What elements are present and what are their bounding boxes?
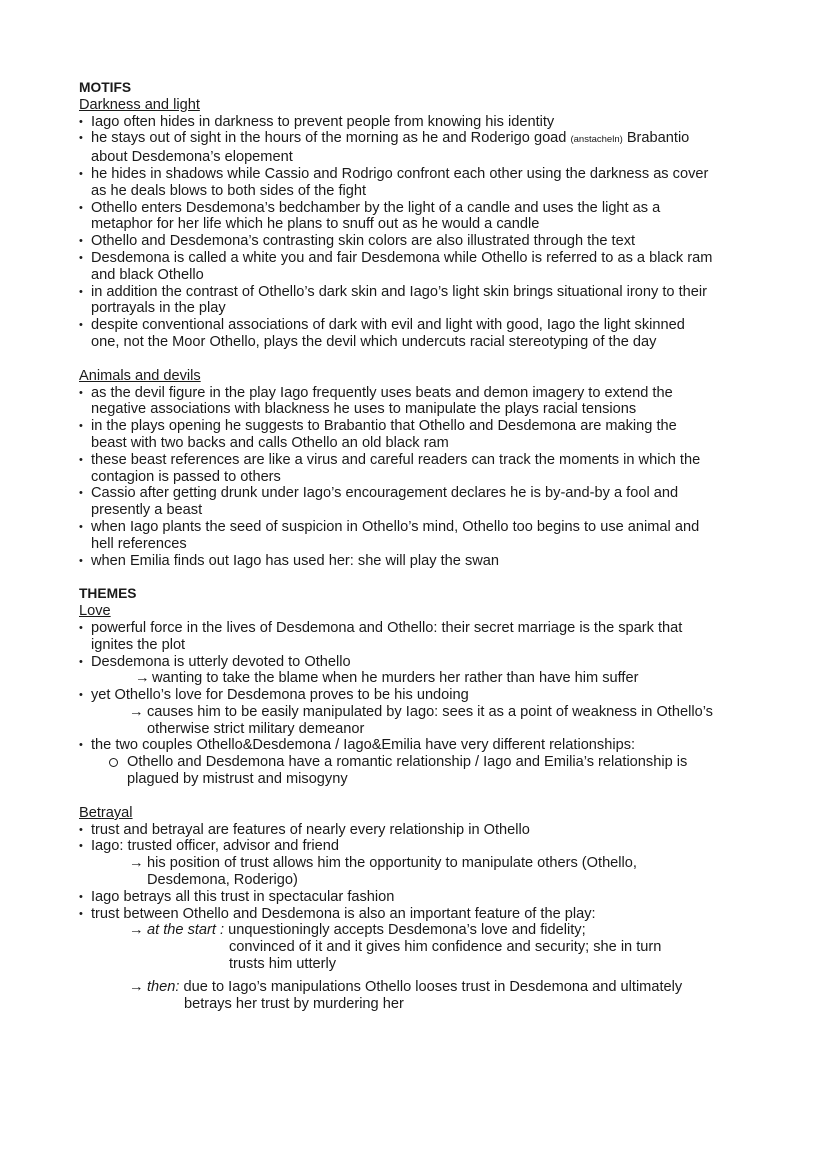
arrow-icon: → [129,855,144,872]
bullet-item: • Iago: trusted officer, advisor and friend [79,838,769,855]
bullet-item: • the two couples Othello&Desdemona / Iago&Emilia have very different relationships: [79,737,769,754]
animals-devils-subheading: Animals and devils [79,367,201,384]
bullet-item: • Iago betrays all this trust in spectacular fashion [79,889,769,906]
spacer [79,569,769,586]
arrow-icon: → [129,703,144,720]
bullet-item: • Desdemona is utterly devoted to Othello [79,654,769,671]
motifs-heading: MOTIFS [79,80,132,95]
bullet-item: • trust and betrayal are features of nearly every relationship in Othello [79,822,769,839]
bullet-item: • Iago often hides in darkness to prevent people from knowing his identity [79,114,769,131]
arrow-item: → then: due to Iago’s manipulations Othello looses trust in Desdemona and ultimately betrays her trust by murdering her [129,978,683,1012]
bullet-item: • when Iago plants the seed of suspicion in Othello’s mind, Othello too begins to use animal and hell references [79,519,769,553]
bullet-item: • Othello and Desdemona’s contrasting skin colors are also illustrated through the text [79,233,769,250]
bullet-item: • these beast references are like a virus and careful readers can track the moments in which the contagion is passed to others [79,452,769,486]
arrow-icon: → [129,978,144,995]
betrayal-subheading: Betrayal [79,804,133,821]
bullet-item: • yet Othello’s love for Desdemona proves to be his undoing [79,687,769,704]
notes-content [79,80,769,1012]
bullet-item: • as the devil figure in the play Iago frequently uses beats and demon imagery to extend the negative associations with blackness he uses to manipulate the plays racial tensions [79,385,769,419]
bullet-item: • in the plays opening he suggests to Brabantio that Othello and Desdemona are making the beast with two backs and calls Othello an old black ram [79,418,769,452]
bullet-item: • he stays out of sight in the hours of the morning as he and Roderigo goad (anstacheln) Brabantio about Desdemona’s elopement [79,130,769,166]
love-subheading: Love [79,603,111,620]
bullet-item: • trust between Othello and Desdemona is also an important feature of the play: [79,906,769,923]
then-label: then: [147,978,180,995]
bullet-item: • in addition the contrast of Othello’s dark skin and Iago’s light skin brings situational irony to their portrayals in the play [79,284,769,318]
bullet-item: • powerful force in the lives of Desdemona and Othello: their secret marriage is the spark that ignites the plot [79,620,769,654]
bullet-item: • despite conventional associations of dark with evil and light with good, Iago the light skinned one, not the Moor Othello, plays the devil which undercuts racial stereotyping of the day [79,317,769,351]
arrow-item: → causes him to be easily manipulated by Iago: sees it as a point of weakness in Othello’s otherwise strict military demeanor [129,703,713,737]
spacer [79,351,769,368]
bullet-item: • he hides in shadows while Cassio and Rodrigo confront each other using the darkness as cover as he deals blows to both sides of the fight [79,166,769,200]
bullet-item: • Desdemona is called a white you and fair Desdemona while Othello is referred to as a black ram and black Othello [79,250,769,284]
arrow-item: → wanting to take the blame when he murders her rather than have him suffer [135,670,639,687]
themes-heading: THEMES [79,586,137,602]
translation-note: (anstacheln) [570,134,623,146]
circle-bullet-icon [109,758,118,767]
bullet-item: • when Emilia finds out Iago has used her: she will play the swan [79,553,769,570]
arrow-icon: → [135,670,150,687]
at-the-start-label: at the start : [147,922,225,939]
arrow-icon: → [129,922,144,939]
arrow-item: → at the start : unquestioningly accepts Desdemona’s love and fidelity; convinced of it and it gives him confidence and security; she in turn trusts him utterly [129,922,662,973]
circle-item: Othello and Desdemona have a romantic relationship / Iago and Emilia’s relationship is plagued by mistrust and misogyny [79,754,769,788]
darkness-light-subheading: Darkness and light [79,96,200,113]
bullet-item: • Cassio after getting drunk under Iago’s encouragement declares he is by-and-by a fool and presently a beast [79,485,769,519]
bullet-item: • Othello enters Desdemona’s bedchamber by the light of a candle and uses the light as a metaphor for her life which he plans to snuff out as he would a candle [79,200,769,234]
spacer [79,788,769,805]
arrow-item: → his position of trust allows him the opportunity to manipulate others (Othello, Desdemona, Roderigo) [129,855,637,889]
